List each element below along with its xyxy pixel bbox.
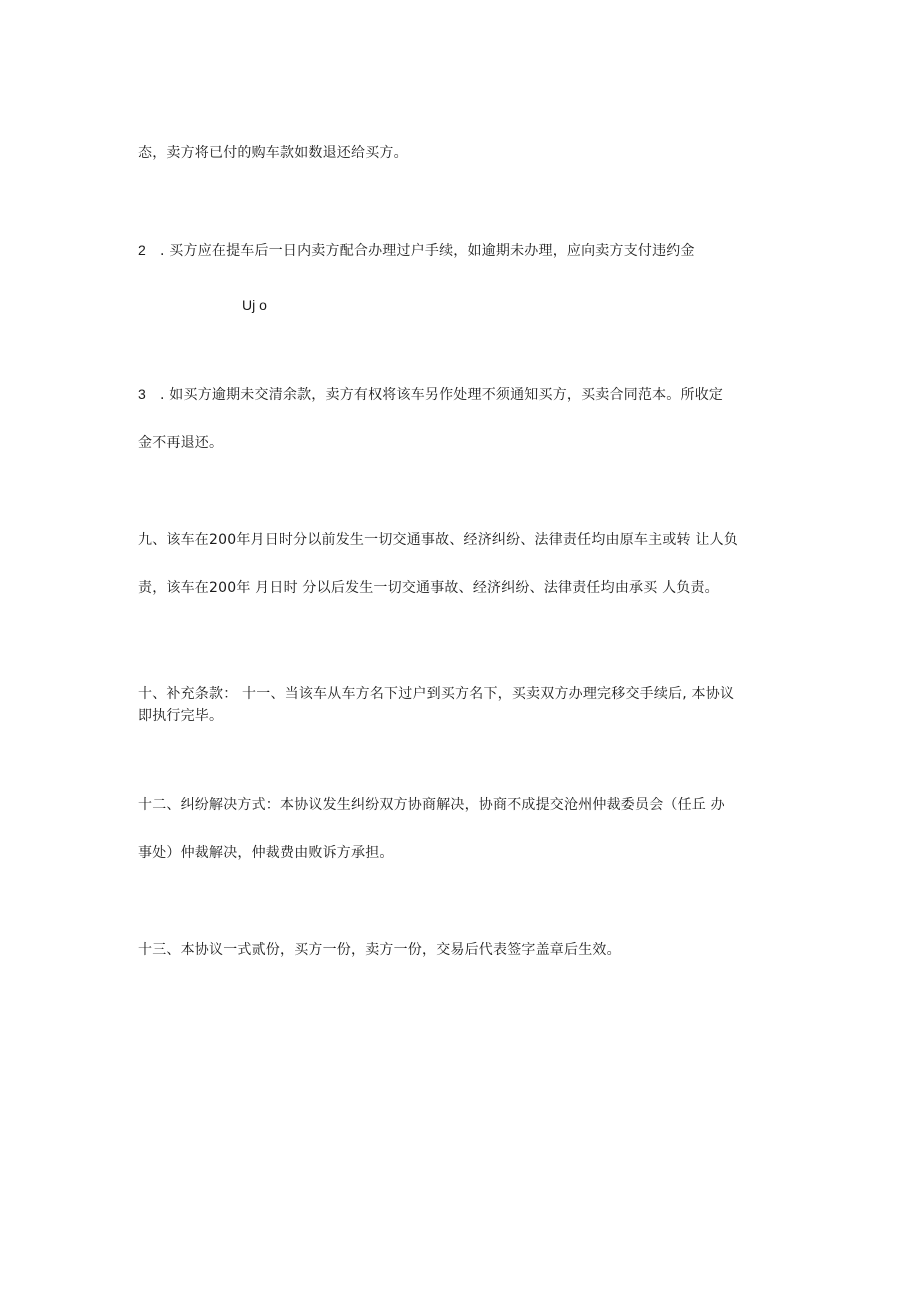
clause-2: [138, 240, 695, 261]
section-12-line-2: 事处）仲裁解决，仲裁费由败诉方承担。: [138, 845, 394, 861]
clause-2-number: 2: [138, 242, 146, 258]
clause-3-text: . 如买方逾期未交清余款，卖方有权将该车另作处理不须通知买方，买卖合同范本。所收定: [160, 387, 724, 403]
section-12-line-1: 十二、纠纷解决方式：本协议发生纠纷双方协商解决，协商不成提交沧州仲裁委员会（任丘 办: [138, 797, 725, 813]
section-10-line-1: 十、补充条款： 十一、当该车从车方名下过户到买方名下，买卖双方办理完移交手续后, 本协议: [138, 686, 735, 702]
section-9-line-1: 九、该车在200年月日时分以前发生一切交通事故、经济纠纷、法律责任均由原车主或转 让人负: [138, 532, 738, 548]
section-9-line-2: 责，该车在200年 月日时 分以后发生一切交通事故、经济纠纷、法律责任均由承买 人负责。: [138, 580, 719, 596]
clause-3-continuation: 金不再退还。: [138, 435, 224, 451]
clause-2-text: . 买方应在提车后一日内卖方配合办理过户手续，如逾期未办理，应向卖方支付违约金: [160, 243, 695, 259]
paragraph-refund-line: 态，卖方将已付的购车款如数退还给买方。: [138, 145, 408, 161]
clause-3: [138, 384, 723, 405]
section-10-line-2: 即执行完毕。: [138, 708, 224, 724]
clause-3-number: 3: [138, 386, 146, 402]
section-13-line-1: 十三、本协议一式贰份，买方一份，卖方一份，交易后代表签字盖章后生效。: [138, 942, 621, 958]
clause-2-code: Uj o: [242, 297, 267, 313]
